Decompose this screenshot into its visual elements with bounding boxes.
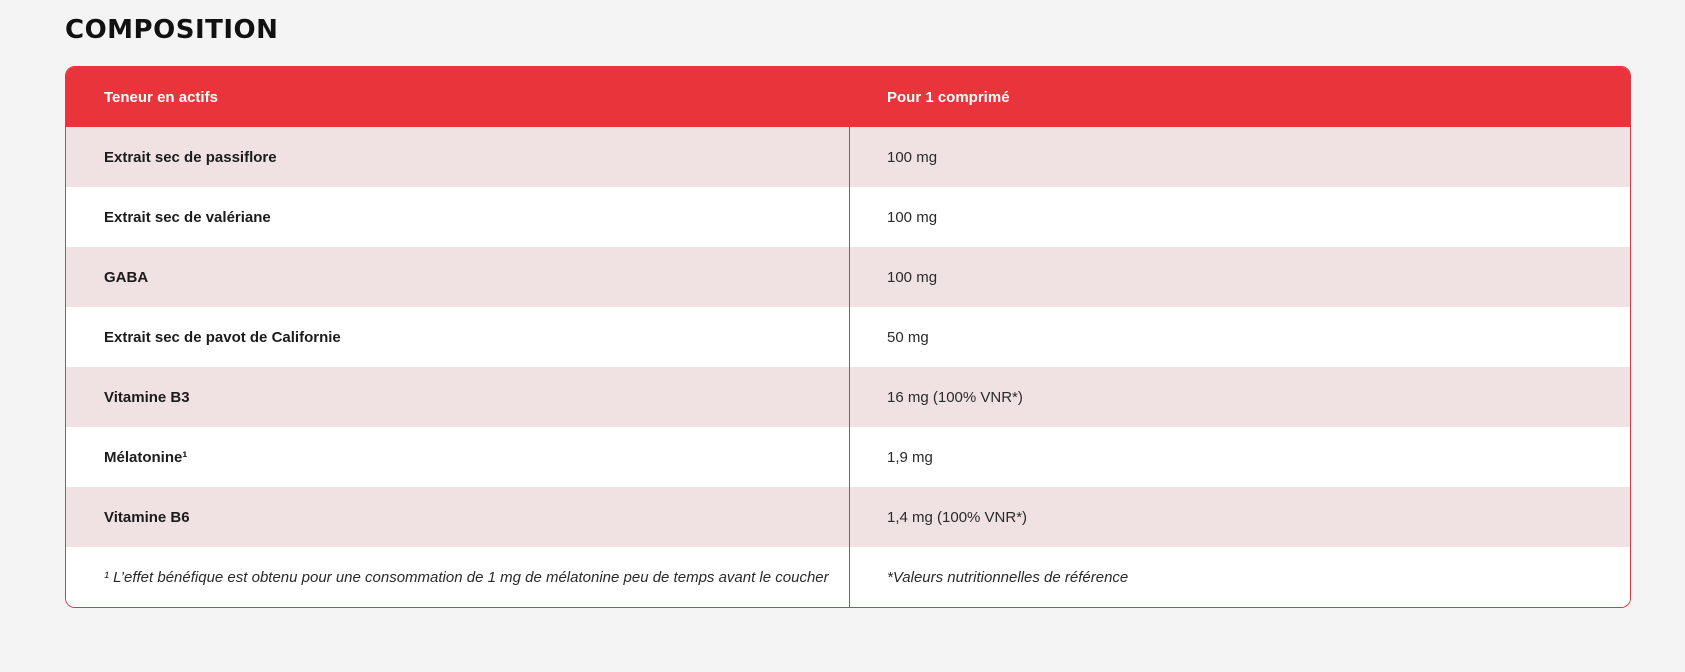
- ingredient-amount: 100 mg: [887, 268, 938, 286]
- ingredient-name: Mélatonine¹: [66, 427, 850, 487]
- table-row: [66, 127, 1630, 187]
- table-row: [66, 427, 1630, 487]
- table-row: [66, 367, 1630, 427]
- melatonin-footnote: ¹ L’effet bénéfique est obtenu pour une consommation de 1 mg de mélatonine peu de temps avant le coucher: [66, 547, 850, 607]
- table-row: [66, 487, 1630, 547]
- table-row: [66, 307, 1630, 367]
- composition-table: [65, 66, 1631, 608]
- ingredient-name: Extrait sec de pavot de Californie: [66, 307, 850, 367]
- reference-values-footnote: *Valeurs nutritionnelles de référence: [887, 568, 1129, 586]
- table-row: [66, 187, 1630, 247]
- ingredient-amount: 50 mg: [887, 328, 929, 346]
- ingredient-name: Vitamine B6: [66, 487, 850, 547]
- table-row: [66, 247, 1630, 307]
- ingredient-amount: 1,9 mg: [887, 448, 933, 466]
- ingredient-amount: 16 mg (100% VNR*): [887, 388, 1023, 406]
- ingredient-amount: 100 mg: [887, 208, 938, 226]
- ingredient-name: Extrait sec de passiflore: [66, 127, 850, 187]
- column-header-per-tablet: Pour 1 comprimé: [887, 88, 1010, 106]
- ingredient-name: Extrait sec de valériane: [66, 187, 850, 247]
- ingredient-amount: 100 mg: [887, 148, 938, 166]
- ingredient-amount: 1,4 mg (100% VNR*): [887, 508, 1028, 526]
- ingredient-name: GABA: [66, 247, 850, 307]
- table-footnote-row: [66, 547, 1630, 607]
- table-header-row: [66, 67, 1630, 127]
- column-header-active-content: Teneur en actifs: [104, 88, 218, 106]
- ingredient-name: Vitamine B3: [66, 367, 850, 427]
- section-title: COMPOSITION: [65, 15, 279, 45]
